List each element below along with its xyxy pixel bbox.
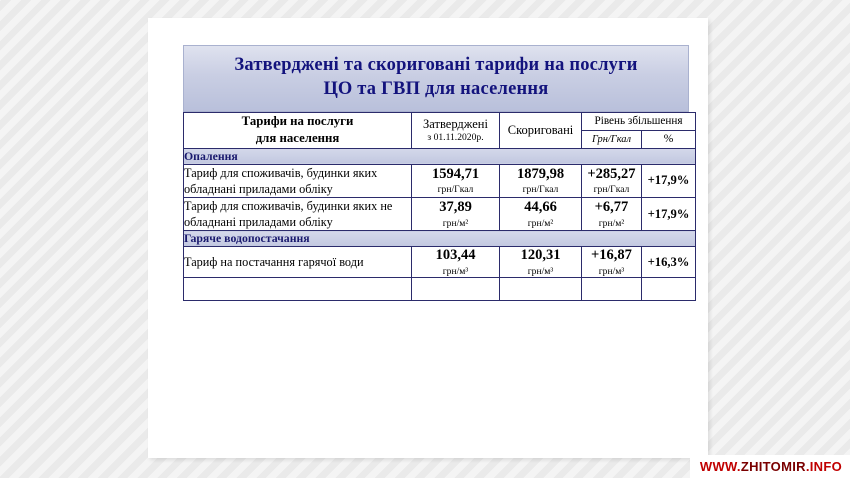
row-increase-value xyxy=(582,164,642,197)
row-approved-number: 103,44 xyxy=(435,247,476,264)
section-row-heating xyxy=(184,148,696,164)
row-increase-value xyxy=(582,197,642,230)
row-percent-value: +17,9% xyxy=(642,164,696,197)
section-title-heating: Опалення xyxy=(184,148,696,164)
row-approved-number: 37,89 xyxy=(439,199,472,216)
watermark xyxy=(690,455,850,478)
filler-cell xyxy=(412,278,500,301)
row-approved-value xyxy=(412,164,500,197)
row-approved-value xyxy=(412,197,500,230)
tariffs-table xyxy=(183,112,696,301)
row-increase-unit: грн/м³ xyxy=(598,265,625,277)
row-increase-unit: грн/Гкал xyxy=(593,184,630,196)
row-corrected-value xyxy=(500,164,582,197)
row-name: Тариф для споживачів, будинки яких обладнані приладами обліку xyxy=(184,164,412,197)
header-service-name-line2: для населення xyxy=(255,131,340,146)
watermark-prefix: WWW. xyxy=(699,459,741,474)
row-approved-number: 1594,71 xyxy=(431,165,480,182)
title-line-2: ЦО та ГВП для населення xyxy=(323,78,549,99)
row-approved-unit: грн/Гкал xyxy=(437,184,474,196)
row-increase-number: +6,77 xyxy=(594,199,629,216)
row-approved-unit: грн/м² xyxy=(442,217,469,229)
row-corrected-number: 1879,98 xyxy=(516,165,565,182)
row-corrected-unit: грн/м² xyxy=(527,217,554,229)
header-increase-group: Рівень збільшення xyxy=(582,113,696,131)
slide-title xyxy=(183,45,689,112)
title-line-1: Затверджені та скориговані тарифи на послуги xyxy=(234,55,638,75)
header-increase-grn: Грн/Гкал xyxy=(582,130,642,148)
row-corrected-value xyxy=(500,247,582,278)
watermark-suffix: .INFO xyxy=(805,459,842,474)
row-percent-value: +17,9% xyxy=(642,197,696,230)
header-corrected xyxy=(500,113,582,149)
watermark-name: ZHITOMIR xyxy=(740,459,806,474)
row-corrected-unit: грн/Гкал xyxy=(522,184,559,196)
filler-cell xyxy=(582,278,642,301)
row-corrected-number: 120,31 xyxy=(520,247,561,264)
table-row xyxy=(184,197,696,230)
header-approved-label: Затверджені xyxy=(423,116,488,131)
table-filler-row xyxy=(184,278,696,301)
row-name: Тариф на постачання гарячої води xyxy=(184,247,412,278)
table-header-row-1 xyxy=(184,113,696,131)
header-service-name xyxy=(184,113,412,149)
header-increase-percent: % xyxy=(642,130,696,148)
header-corrected-label: Скориговані xyxy=(507,123,574,138)
header-service-name-line1: Тарифи на послуги xyxy=(241,114,354,128)
row-name: Тариф для споживачів, будинки яких не обладнані приладами обліку xyxy=(184,197,412,230)
header-approved xyxy=(412,113,500,149)
section-title-hot-water: Гаряче водопостачання xyxy=(184,231,696,247)
row-corrected-unit: грн/м³ xyxy=(527,265,554,277)
row-increase-number: +285,27 xyxy=(587,165,636,182)
header-approved-date: з 01.11.2020р. xyxy=(427,132,484,144)
filler-cell xyxy=(500,278,582,301)
row-approved-unit: грн/м³ xyxy=(442,265,469,277)
filler-cell xyxy=(642,278,696,301)
row-increase-value xyxy=(582,247,642,278)
table-row xyxy=(184,247,696,278)
row-corrected-value xyxy=(500,197,582,230)
filler-cell xyxy=(184,278,412,301)
row-percent-value: +16,3% xyxy=(642,247,696,278)
row-increase-unit: грн/м² xyxy=(598,217,625,229)
row-increase-number: +16,87 xyxy=(591,247,632,264)
section-row-hot-water xyxy=(184,231,696,247)
row-corrected-number: 44,66 xyxy=(524,199,557,216)
table-row xyxy=(184,164,696,197)
row-approved-value xyxy=(412,247,500,278)
